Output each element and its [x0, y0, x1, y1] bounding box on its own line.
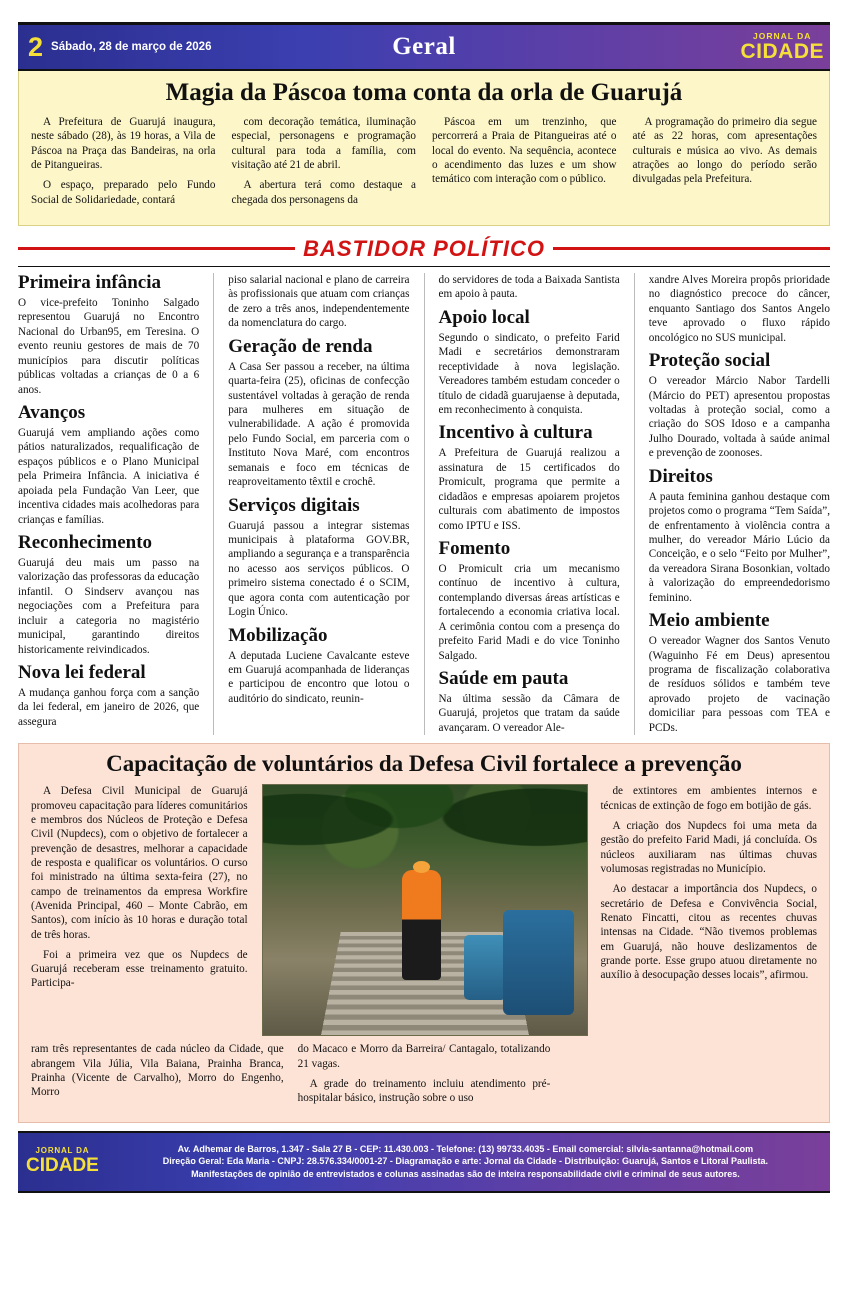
top-story-column-3	[432, 115, 617, 213]
paragraph: Ao destacar a importância dos Nupdecs, o secretário de Defesa e Convivência Social, Renato Fincatti, citou as recentes chuvas intensas na Cidade. “Não tivemos problemas em Guarujá, não houve deslizamentos de grande porte. Esse grupo atuou diretamente no auxílio à desocupação desses locais”, afirmou.	[600, 883, 818, 982]
footer-info	[109, 1143, 822, 1179]
paragraph: de extintores em ambientes internos e técnicas de extinção de fogo em botijão de gás.	[600, 785, 818, 812]
section-title: Geral	[392, 33, 456, 60]
bastidor-body	[18, 273, 830, 735]
top-story-column-2	[232, 115, 417, 213]
item-heading: Primeira infância	[18, 271, 161, 293]
feature-photo-wrap	[262, 784, 587, 1036]
item-heading: Proteção social	[648, 350, 771, 372]
feature-columns	[31, 784, 817, 1036]
item-heading: Fomento	[438, 537, 511, 559]
item-text: A deputada Luciene Cavalcante esteve em Guarujá acompanhada de lideranças e participou de encontro que lotou o auditório do sindicato, reunin-	[228, 649, 410, 705]
footer-line-1: Av. Adhemar de Barros, 1.347 - Sala 27 B - CEP: 11.430.003 - Telefone: (13) 99733.4035 - Email comercial: silvia-santanna@hotmail.com	[177, 1144, 754, 1155]
issue-date: Sábado, 28 de março de 2026	[51, 41, 212, 53]
item-text: Guarujá deu mais um passo na valorização das professoras da educação infantil. O Sindserv avançou nas negociações com a Prefeitura para incluir a categoria no magistério municipal, garantindo direitos historicamente reivindicados.	[18, 556, 200, 656]
item-heading: Mobilização	[228, 624, 328, 646]
paragraph: A Prefeitura de Guarujá inaugura, neste sábado (28), às 19 horas, a Vila de Páscoa na Praça das Bandeiras, na orla de Pitangueiras.	[31, 116, 216, 171]
footer-logo	[26, 1147, 99, 1175]
rule-left	[18, 247, 295, 250]
page-number: 2	[28, 31, 44, 62]
footer-line-3: Manifestações de opinião de entrevistados e colunas assinadas são de inteira responsabilidade civil e criminal de seus autores.	[191, 1168, 740, 1179]
bastidor-column-1	[18, 273, 199, 735]
footer-logo-line1: JORNAL DA	[35, 1146, 90, 1156]
paragraph: do Macaco e Morro da Barreira/ Cantagalo, totalizando 21 vagas.	[297, 1043, 551, 1070]
paragraph: Foi a primeira vez que os Nupdecs de Guarujá receberam esse treinamento gratuito. Participa-	[31, 948, 248, 990]
item-text: O vereador Márcio Nabor Tardelli (Márcio do PET) apresentou propostas voltadas à proteção social, como a criação do SOS Idoso e a campanha Julho Dourado, voltada à saúde animal e prevenção de zoonoses.	[648, 375, 830, 460]
footer-line-2: Direção Geral: Eda Maria - CNPJ: 28.576.334/0001-27 - Diagramação e arte: Jornal da Cidade - Distribuição: Guarujá, Santos e Litoral Paulista.	[162, 1156, 769, 1167]
rule-right	[553, 247, 830, 250]
feature-photo	[262, 784, 589, 1036]
column-divider	[424, 273, 425, 735]
top-story-columns	[31, 115, 817, 213]
paragraph: Páscoa em um trenzinho, que percorrerá a Praia de Pitangueiras até o local do evento. Na sequência, acontece o acendimento das luzes e um show temático com interação com o público.	[432, 116, 617, 186]
item-text: Guarujá vem ampliando ações como pátios naturalizados, requalificação de espaços públicos e o Plano Municipal pela Primeira Infância. A iniciativa é apoiada pela Fundação Van Leer, que incentiva cidades mais acolhedoras para crianças e famílias.	[18, 426, 200, 526]
bastidor-column-3	[439, 273, 620, 735]
masthead	[18, 22, 830, 71]
paragraph: O espaço, preparado pelo Fundo Social de Solidariedade, contará	[31, 179, 216, 206]
paragraph: A programação do primeiro dia segue até as 22 horas, com apresentações culturais e música ao vivo. As demais atrações ao longo do período serão divulgadas pela Prefeitura.	[632, 116, 817, 186]
column-divider	[634, 273, 635, 735]
item-text: A Casa Ser passou a receber, na última quarta-feira (25), oficinas de confecção sustentável voltadas à geração de renda para mulheres em situação de vulnerabilidade. A ação é promovida pelo Fundo Social, em parceria com o Instituto Nova Maré, com encontros semanais e foco em técnicas de reaproveitamento têxtil e crochê.	[228, 360, 410, 489]
item-text: A Prefeitura de Guarujá realizou a assinatura de 15 certificados do Promicult, programa que permite a cidadãos e empresas apoiarem projetos culturais com abatimento de impostos como IPTU e ISS.	[438, 447, 620, 532]
item-heading: Nova lei federal	[18, 661, 146, 683]
paragraph: A abertura terá como destaque a chegada dos personagens da	[231, 179, 416, 206]
masthead-logo-line1: JORNAL DA	[753, 31, 812, 42]
feature-headline: Capacitação de voluntários da Defesa Civil fortalece a prevenção	[106, 751, 742, 777]
divider	[18, 266, 830, 267]
feature-below-left	[31, 1042, 284, 1111]
top-story-column-4	[633, 115, 818, 213]
photo-barrel-small	[464, 935, 506, 1000]
feature-below-photo	[31, 1042, 817, 1111]
item-heading: Apoio local	[438, 306, 530, 328]
feature-column-left	[31, 784, 248, 1036]
paragraph: A grade do treinamento incluiu atendimento pré-hospitalar básico, instrução sobre o uso	[297, 1077, 551, 1105]
paragraph: A criação dos Nupdecs foi uma meta da gestão do prefeito Farid Madi, já concluída. Os núcleos auxiliaram nas últimas chuvas volumosas registradas no Município.	[600, 819, 818, 875]
item-text: O vice-prefeito Toninho Salgado representou Guarujá no Encontro Nacional do Urban95, em Teresina. O evento reuniu gestores de mais de 70 municípios para discutir políticas públicas voltadas a crianças de 0 a 6 anos.	[18, 296, 200, 396]
top-story-column-1	[31, 115, 216, 213]
footer-logo-line2: CIDADE	[26, 1154, 99, 1176]
item-heading: Incentivo à cultura	[438, 422, 593, 444]
masthead-logo-line2: CIDADE	[740, 39, 824, 63]
item-text: Na última sessão da Câmara de Guarujá, projetos que tratam da saúde avançaram. O vereador Ale-	[438, 692, 620, 734]
feature-below-mid	[298, 1042, 551, 1111]
item-text: xandre Alves Moreira propôs prioridade no diagnóstico precoce do câncer, enquanto Santiago dos Santos Angelo teve aprovado o fluxo rápido oncológico no SUS municipal.	[648, 273, 830, 344]
footer	[18, 1131, 830, 1193]
feature-story	[18, 743, 830, 1122]
column-divider	[213, 273, 214, 735]
paragraph: ram três representantes de cada núcleo da Cidade, que abrangem Vila Júlia, Vila Baiana, Prainha Branca, Prainha (Vicente de Carvalho), Morro do Engenho, Morro	[31, 1043, 284, 1099]
item-text: A mudança ganhou força com a sanção da lei federal, em janeiro de 2026, que assegura	[18, 686, 200, 728]
item-heading: Avanços	[18, 401, 86, 423]
item-heading: Meio ambiente	[648, 610, 770, 632]
photo-barrel-large	[503, 910, 574, 1015]
item-text: A pauta feminina ganhou destaque com projetos como o programa “Tem Saída”, de enfrentamento à violência contra a mulher, do vereador Mário Lúcio da Conceição, e o selo “Feito por Mulher”, da vereadora Sirana Bosonkian, voltado à valorização do empreendedorismo feminino.	[648, 490, 830, 604]
item-heading: Serviços digitais	[228, 494, 360, 516]
item-heading: Reconhecimento	[18, 531, 153, 553]
item-text: O vereador Wagner dos Santos Venuto (Waguinho Fé em Deus) apresentou programa de fiscalização colaborativa de resíduos sólidos e também teve aprovado projeto de vacinação domiciliar para pessoas com TEA e PCDs.	[648, 635, 830, 734]
feature-column-right	[600, 784, 817, 1036]
bastidor-header	[18, 236, 830, 262]
item-text: do servidores de toda a Baixada Santista em apoio à pauta.	[438, 273, 620, 301]
bastidor-column-2	[228, 273, 409, 735]
bastidor-column-4	[649, 273, 830, 735]
item-heading: Direitos	[648, 465, 713, 487]
item-heading: Geração de renda	[228, 335, 373, 357]
item-heading: Saúde em pauta	[438, 667, 569, 689]
item-text: Guarujá passou a integrar sistemas municipais à plataforma GOV.BR, ampliando a segurança e a transparência no acesso aos serviços públicos. O primeiro sistema conectado é o SCIM, que agora conta com autenticação por Login Único.	[228, 519, 410, 619]
paragraph: com decoração temática, iluminação especial, personagens e programação cultural para toda a família, com visitação até 21 de abril.	[231, 116, 416, 171]
bastidor-title: BASTIDOR POLÍTICO	[303, 235, 545, 261]
top-story	[18, 71, 830, 226]
item-text: O Promicult cria um mecanismo contínuo de incentivo à cultura, contemplando diversas áreas artísticas e fortalecendo a economia criativa local. A cerimônia contou com a presença do prefeito Farid Madi e do vice Toninho Salgado.	[438, 562, 620, 662]
item-text: piso salarial nacional e plano de carreira às profissionais que atuam com crianças de zero a três anos, independentemente da nomenclatura do cargo.	[228, 273, 410, 330]
paragraph: A Defesa Civil Municipal de Guarujá promoveu capacitação para líderes comunitários e membros dos Núcleos de Proteção e Defesa Civil (Nupdecs), com o objetivo de fortalecer a prevenção de desastres, melhorar a capacidade de resposta e qualificar os voluntários. O curso foi ministrado na última sexta-feira (27), no campo de treinamentos da empresa Workfire (Avenida Principal, 460 – Monte Cabrão, em Santos), com início às 10 horas e duração total de três horas.	[31, 785, 248, 941]
item-text: Segundo o sindicato, o prefeito Farid Madi e secretários demonstraram receptividade à nova legislação. Vereadores também estudam conceder o título de cidadã guarujaense à deputada, em reconhecimento à conquista.	[438, 331, 620, 416]
photo-volunteer	[402, 870, 441, 980]
top-story-headline: Magia da Páscoa toma conta da orla de Guarujá	[165, 79, 683, 106]
